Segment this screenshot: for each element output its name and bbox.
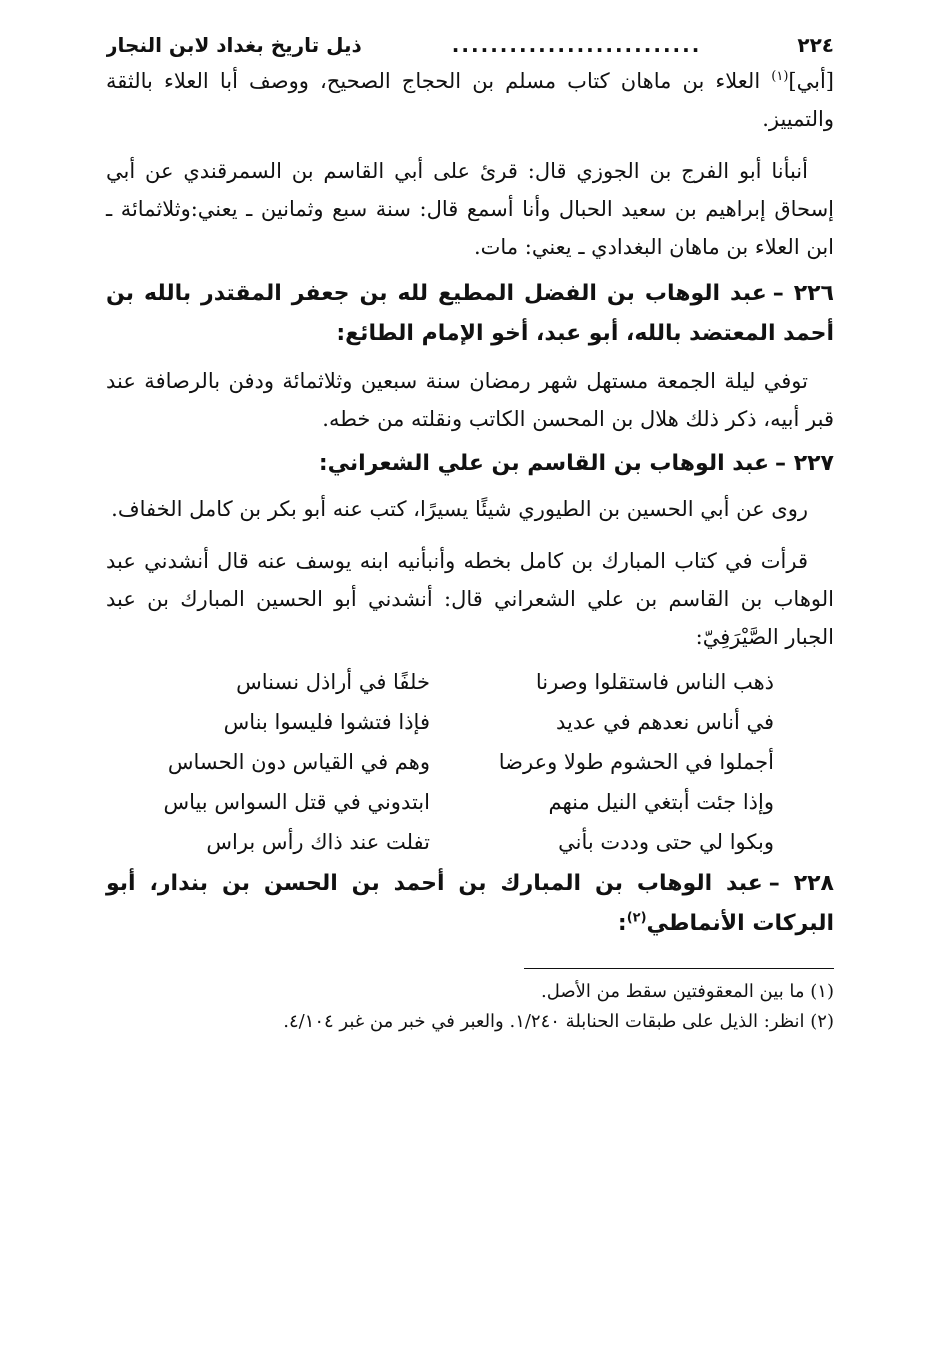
- footnote-divider: [524, 968, 834, 969]
- verse-first-hemistich: وإذا جئت أبتغي النيل منهم: [548, 790, 774, 814]
- poem-verse: [130, 702, 774, 742]
- entry-228-title: عبد الوهاب بن المبارك بن أحمد بن الحسن بن بندار، أبو البركات الأنماطي: [106, 871, 834, 936]
- poem-verse: [130, 822, 774, 862]
- entry-227-body-2: قرأت في كتاب المبارك بن كامل بخطه وأنبأنيه ابنه يوسف عنه قال أنشدني عبد الوهاب بن القاسم بن علي الشعراني قال: أنشدني أبو الحسين المبارك بن عبد الجبار الصَّيْرَفِيّ:: [106, 549, 834, 649]
- entry-228-suffix: :: [617, 911, 627, 936]
- verse-second-hemistich: فإذا فتشوا فليسوا بناس: [223, 710, 430, 734]
- entry-226-body: توفي ليلة الجمعة مستهل شهر رمضان سنة سبعين وثلاثمائة ودفن بالرصافة عند قبر أبيه، ذكر ذلك هلال بن المحسن الكاتب ونقلته من خطه.: [106, 369, 834, 431]
- entry-227-body-1: روى عن أبي الحسين بن الطيوري شيئًا يسيرًا، كتب عنه أبو بكر بن كامل الخفاف.: [111, 497, 808, 521]
- header-leader-dots: ..........................: [451, 33, 702, 57]
- book-page: [106, 30, 834, 1037]
- bracketed-word: [أبي]: [788, 69, 834, 93]
- footnote-ref-1: (١): [771, 69, 789, 84]
- footnote-1: (١) ما بين المعقوفتين سقط من الأصل.: [541, 981, 834, 1002]
- footnote-ref-2: (٢): [626, 910, 647, 926]
- footnotes: [106, 977, 834, 1037]
- paragraph-1: [106, 62, 834, 138]
- paragraph-1-text: العلاء بن ماهان كتاب مسلم بن الحجاج الصحيح، ووصف أبا العلاء بالثقة والتمييز.: [106, 69, 834, 131]
- poem-verse: [130, 782, 774, 822]
- running-header: [106, 30, 834, 62]
- verse-first-hemistich: أجملوا في الحشوم طولا وعرضا: [498, 750, 774, 774]
- entry-226-title: عبد الوهاب بن الفضل المطيع لله بن جعفر المقتدر بالله بن أحمد المعتضد بالله، أبو عبد، أخو الإمام الطائع:: [106, 281, 834, 346]
- entry-227-title: عبد الوهاب بن القاسم بن علي الشعراني:: [318, 451, 770, 476]
- verse-second-hemistich: تفلت عند ذاك رأس براس: [206, 830, 430, 854]
- footnote-2: (٢) انظر: الذيل على طبقات الحنابلة ١/٢٤٠. والعبر في خبر من غبر ٤/١٠٤.: [283, 1011, 834, 1032]
- entry-228-number: ٢٢٨ –: [768, 871, 834, 896]
- verse-second-hemistich: ابتدوني في قتل السواس بياس: [163, 790, 430, 814]
- entry-227-number: ٢٢٧ –: [775, 451, 834, 476]
- entry-227-heading: [106, 444, 834, 484]
- paragraph-2: أنبأنا أبو الفرج بن الجوزي قال: قرئ على أبي القاسم بن السمرقندي عن أبي إسحاق إبراهيم بن سعيد الحبال وأنا أسمع قال: سنة سبع وثمانين ـ يعني:وثلاثمائة ـ ابن العلاء بن ماهان البغدادي ـ يعني: مات.: [106, 159, 834, 259]
- poem: [106, 662, 834, 862]
- poem-verse: [130, 742, 774, 782]
- entry-226-heading: [106, 274, 834, 354]
- page-number: ٢٢٤: [797, 33, 834, 57]
- verse-second-hemistich: وهم في القياس دون الحساس: [167, 750, 430, 774]
- entry-228-heading: [106, 864, 834, 944]
- verse-second-hemistich: خلفًا في أراذل نسناس: [236, 670, 430, 694]
- verse-first-hemistich: ذهب الناس فاستقلوا وصرنا: [535, 670, 774, 694]
- book-title: ذيل تاريخ بغداد لابن النجار: [106, 33, 362, 57]
- verse-first-hemistich: وبكوا لي حتى وددت بأني: [558, 830, 774, 854]
- poem-verse: [130, 662, 774, 702]
- entry-226-number: ٢٢٦ –: [772, 281, 834, 306]
- verse-first-hemistich: في أناس نعدهم في عديد: [556, 710, 774, 734]
